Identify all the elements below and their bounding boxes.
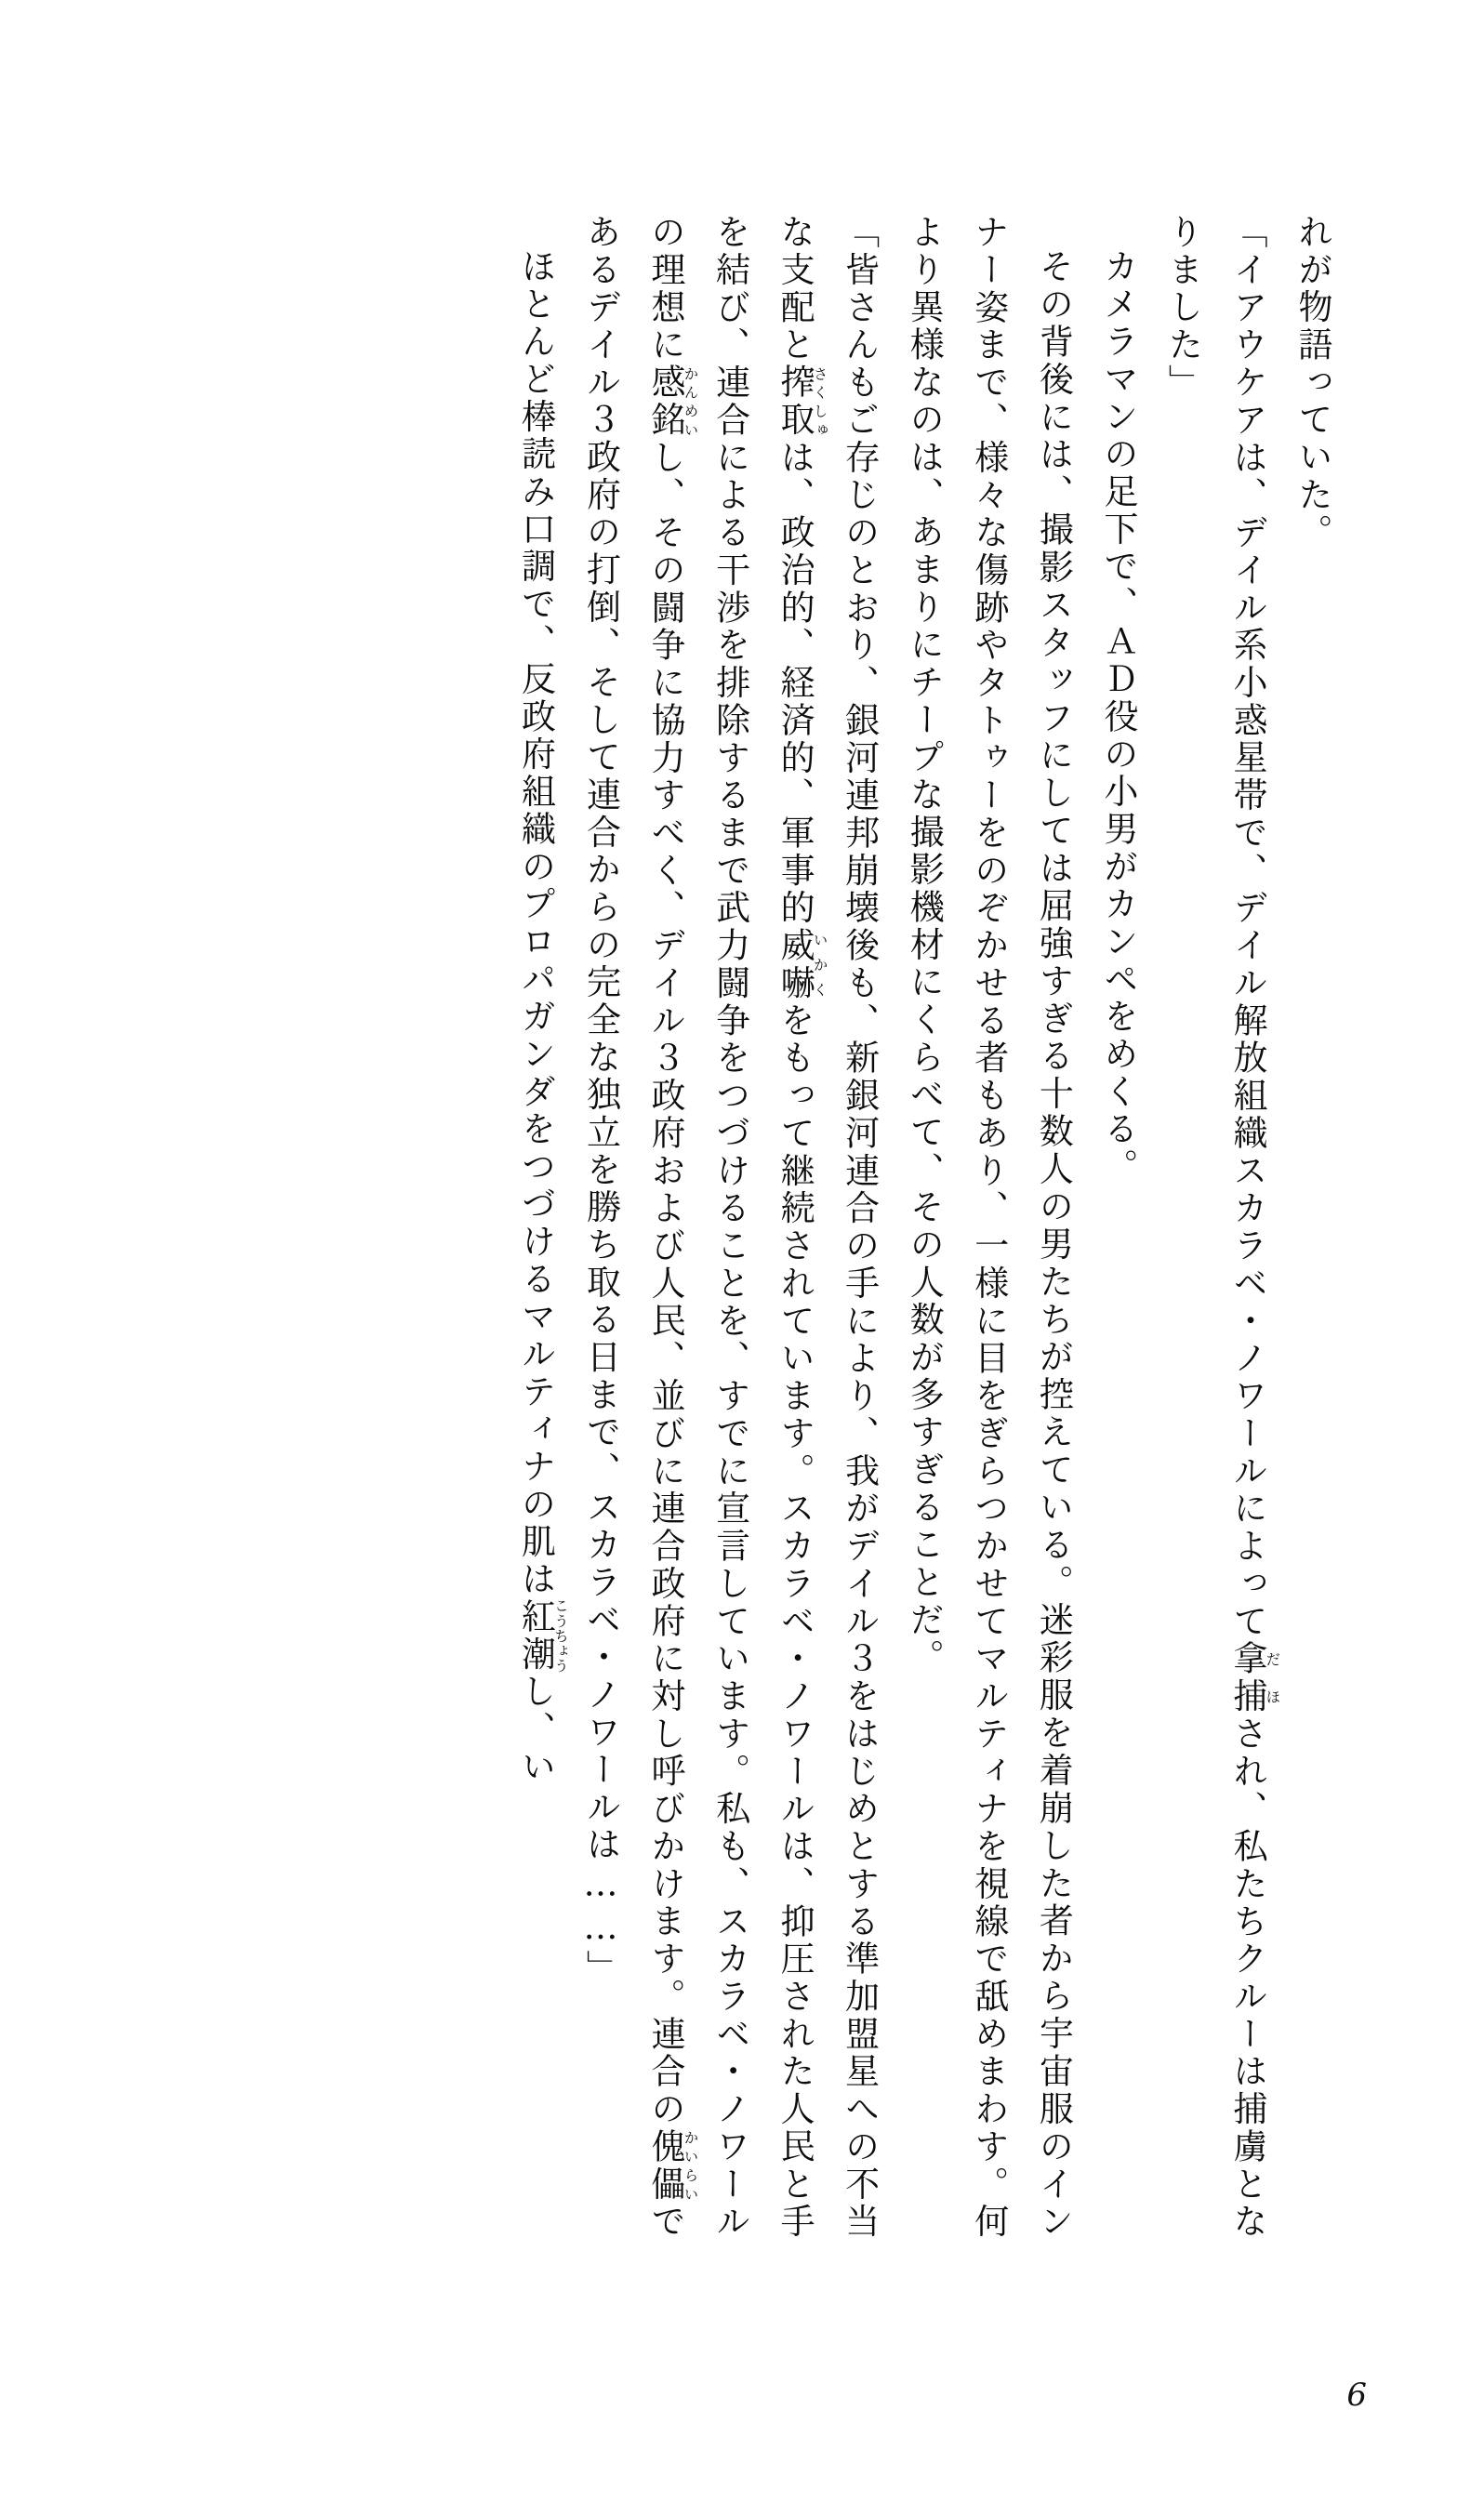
paragraph-2: 「イアウケアは、デイル系小惑星帯で、デイル解放組織スカラベ・ノワールによって拿捕だほされ、私たちクルーは捕虜となりました」 bbox=[1162, 214, 1281, 2241]
paragraph-5: 「皆さんもご存じのとおり、銀河連邦崩壊後も、新銀河連合の手により、我がデイル３をはじめとする準加盟星への不当な支配と搾取さくしゅは、政治的、経済的、軍事的威嚇いかくをもって継続されています。スカラベ・ノワールは、抑圧された人民と手を結び、連合による干渉を排除するまで武力闘争をつづけることを、すでに宣言しています。私も、スカラベ・ノワールの理想に感銘かんめいし、その闘争に協力すべく、デイル３政府および人民、並びに連合政府に対し呼びかけます。連合の傀儡かいらいであるデイル３政府の打倒、そして連合からの完全な独立を勝ち取る日まで、スカラベ・ノワールは……」 bbox=[580, 214, 880, 2241]
page-number: 6 bbox=[1346, 2377, 1367, 2414]
ruby-kouchou: 紅潮こうちょう bbox=[515, 1597, 569, 1674]
paragraph-4: その背後には、撮影スタッフにしては屈強すぎる十数人の男たちが控えている。迷彩服を着崩した者から宇宙服のインナー姿まで、様々な傷跡やタトゥーをのぞかせる者もあり、一様に目をぎらつかせてマルティナを視線で舐めまわす。何より異様なのは、あまりにチープな撮影機材にくらべて、その人数が多すぎることだ。 bbox=[904, 214, 1074, 2241]
ruby-sakushu: 搾取さくしゅ bbox=[775, 364, 828, 440]
ruby-daho: 拿捕だほ bbox=[1226, 1640, 1281, 1715]
ruby-kairai: 傀儡かいらい bbox=[645, 2127, 699, 2204]
paragraph-6: ほとんど棒読み口調で、反政府組織のプロパガンダをつづけるマルティナの肌は紅潮こうちょうし、い bbox=[515, 248, 569, 1786]
paragraph-1: れが物語っていた。 bbox=[1292, 214, 1332, 551]
paragraph-3: カメラマンの足下で、ＡＤ役の小男がカンペをめくる。 bbox=[1097, 248, 1138, 1186]
body-text bbox=[126, 214, 1345, 2241]
ruby-kanmei: 感銘かんめい bbox=[645, 364, 699, 440]
ruby-ikaku: 威嚇いかく bbox=[775, 927, 828, 1002]
